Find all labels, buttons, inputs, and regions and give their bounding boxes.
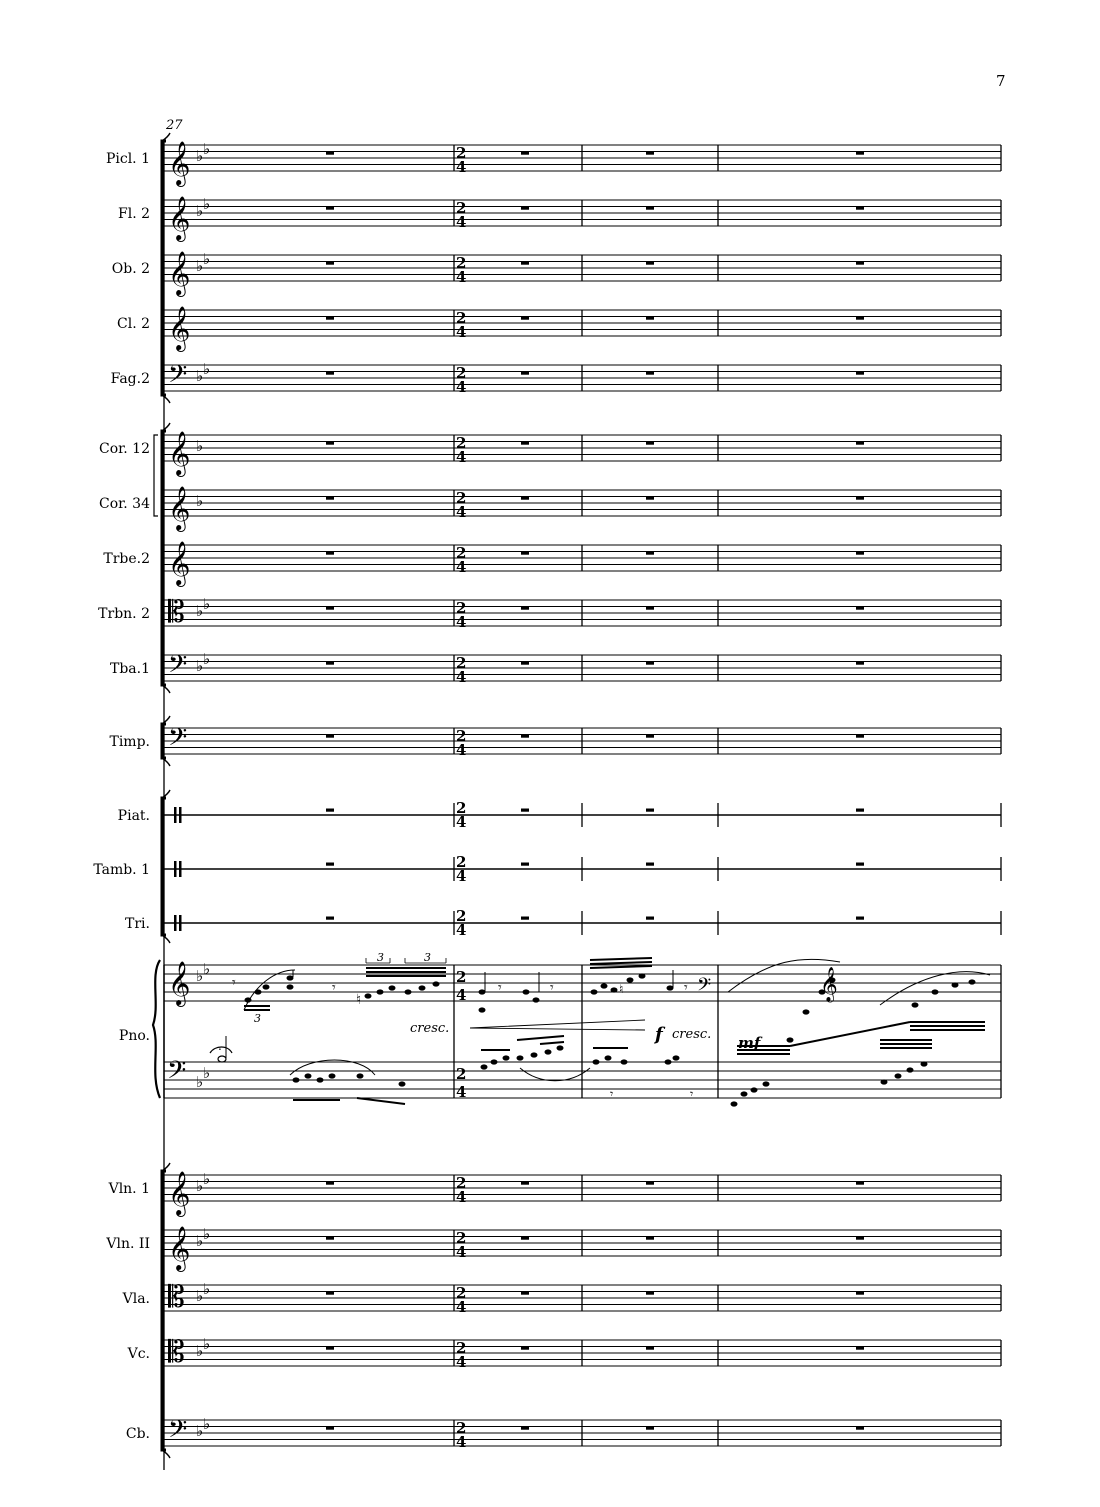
timesig-top: 2 <box>456 1419 467 1437</box>
page-number: 7 <box>996 72 1006 90</box>
timesig-top: 2 <box>456 309 467 327</box>
timesig-bottom: 4 <box>456 323 467 341</box>
staff-name: Trbn. 2 <box>98 606 150 622</box>
key-flat: ♭ <box>203 195 211 213</box>
staff-1 <box>164 145 1001 171</box>
staff-name: Vln. II <box>106 1236 150 1252</box>
whole-rest <box>646 442 654 445</box>
key-flat: ♭ <box>203 595 211 613</box>
whole-rest <box>646 1292 654 1295</box>
piano-timesig-bottom: 4 <box>456 986 467 1004</box>
timesig-bottom: 4 <box>456 158 467 176</box>
staff-name: Tba.1 <box>109 661 150 677</box>
timesig-top: 2 <box>456 1229 467 1247</box>
whole-rest <box>856 1182 864 1185</box>
staff-19 <box>164 1420 1001 1446</box>
key-flat: ♭ <box>196 257 204 275</box>
timesig-bottom: 4 <box>456 613 467 631</box>
measure-number: 27 <box>166 118 183 133</box>
cresc-hairpin <box>470 1020 645 1030</box>
timesig-top: 2 <box>456 907 467 925</box>
key-flat: ♭ <box>203 1415 211 1433</box>
svg-text:𝄾: 𝄾 <box>498 980 502 996</box>
whole-rest <box>856 863 864 866</box>
whole-rest <box>856 809 864 812</box>
whole-rest <box>856 1427 864 1430</box>
timesig-top: 2 <box>456 144 467 162</box>
key-flat: ♭ <box>196 1342 204 1360</box>
whole-rest <box>326 372 334 375</box>
whole-rest <box>646 1182 654 1185</box>
staff-name: Tri. <box>125 916 150 932</box>
timesig-bottom: 4 <box>456 741 467 759</box>
key-flat: ♭ <box>196 492 204 510</box>
percussion-clef <box>179 861 182 877</box>
key-flat: ♭ <box>196 1177 204 1195</box>
whole-rest <box>646 152 654 155</box>
timesig-top: 2 <box>456 1284 467 1302</box>
whole-rest <box>646 1237 654 1240</box>
key-flat: ♭ <box>196 657 204 675</box>
staff-5 <box>164 365 1001 391</box>
whole-rest <box>521 863 529 866</box>
whole-rest <box>521 662 529 665</box>
alto-clef: 𝄡 <box>168 595 185 630</box>
timesig-top: 2 <box>456 1339 467 1357</box>
svg-text:.: . <box>218 1039 222 1053</box>
piano-brace <box>153 960 160 1098</box>
treble-clef: 𝄞 <box>168 251 191 295</box>
piano-m4-bass <box>731 1022 933 1107</box>
key-flat: ♭ <box>196 437 204 455</box>
staff-name: Ob. 2 <box>111 261 150 277</box>
timesig-top: 2 <box>456 654 467 672</box>
whole-rest <box>521 497 529 500</box>
timesig-top: 2 <box>456 727 467 745</box>
timesig-top: 2 <box>456 199 467 217</box>
alto-clef: 𝄡 <box>168 1335 185 1370</box>
whole-rest <box>521 1292 529 1295</box>
whole-rest <box>856 1292 864 1295</box>
timesig-bottom: 4 <box>456 503 467 521</box>
timesig-bottom: 4 <box>456 448 467 466</box>
piano-treble-clef: 𝄞 <box>168 961 191 1005</box>
timesig-bottom: 4 <box>456 1188 467 1206</box>
whole-rest <box>856 262 864 265</box>
staff-name: Picl. 1 <box>105 151 150 167</box>
timesig-top: 2 <box>456 544 467 562</box>
whole-rest <box>326 207 334 210</box>
whole-rest <box>521 442 529 445</box>
staff-2 <box>164 200 1001 226</box>
staff-13 <box>164 857 1001 881</box>
staff-12 <box>164 803 1001 827</box>
svg-text:𝄾: 𝄾 <box>690 1087 694 1101</box>
whole-rest <box>326 1427 334 1430</box>
notation-layer <box>93 133 864 1470</box>
svg-text:♮: ♮ <box>356 992 362 1008</box>
staff-10 <box>164 655 1001 681</box>
timesig-top: 2 <box>456 1174 467 1192</box>
tuplet-number: 3 <box>424 951 431 964</box>
svg-text:𝄾: 𝄾 <box>332 980 336 996</box>
staff-9 <box>164 600 1001 626</box>
svg-text:𝄞: 𝄞 <box>820 967 838 1002</box>
piano-barlines <box>454 965 1001 1098</box>
dynamic-mf: mf <box>738 1034 761 1052</box>
treble-clef: 𝄞 <box>168 541 191 585</box>
whole-rest <box>326 1292 334 1295</box>
treble-clef: 𝄞 <box>168 306 191 350</box>
piano-key-flat: ♭ <box>203 1064 211 1082</box>
whole-rest <box>856 1347 864 1350</box>
whole-rest <box>646 262 654 265</box>
percussion-clef <box>174 861 177 877</box>
key-flat: ♭ <box>196 1422 204 1440</box>
key-flat: ♭ <box>203 1280 211 1298</box>
whole-rest <box>856 552 864 555</box>
treble-clef: 𝄞 <box>168 486 191 530</box>
piano-m3-treble <box>590 958 711 1000</box>
whole-rest <box>521 1182 529 1185</box>
timesig-bottom: 4 <box>456 378 467 396</box>
whole-rest <box>646 497 654 500</box>
staff-lines-layer <box>164 145 1001 1446</box>
staff-name: Cb. <box>125 1426 150 1442</box>
key-flat: ♭ <box>203 1225 211 1243</box>
whole-rest <box>326 262 334 265</box>
piano-key-flat: ♭ <box>196 967 204 985</box>
staff-6 <box>164 435 1001 461</box>
whole-rest <box>521 262 529 265</box>
treble-clef: 𝄞 <box>168 1171 191 1215</box>
horn-sub-bracket <box>154 435 158 516</box>
bass-clef: 𝄢 <box>168 1415 188 1450</box>
whole-rest <box>856 735 864 738</box>
timesig-top: 2 <box>456 434 467 452</box>
whole-rest <box>326 863 334 866</box>
key-flat: ♭ <box>196 1232 204 1250</box>
whole-rest <box>521 152 529 155</box>
whole-rest <box>521 1427 529 1430</box>
staff-8 <box>164 545 1001 571</box>
whole-rest <box>326 1182 334 1185</box>
staff-14 <box>164 911 1001 935</box>
whole-rest <box>326 152 334 155</box>
staff-name: Piat. <box>117 808 150 824</box>
staff-7 <box>164 490 1001 516</box>
whole-rest <box>856 607 864 610</box>
piano-key-flat: ♭ <box>196 1073 204 1091</box>
whole-rest <box>646 207 654 210</box>
whole-rest <box>521 1237 529 1240</box>
staff-name: Timp. <box>109 734 150 750</box>
whole-rest <box>646 317 654 320</box>
svg-text:𝄾: 𝄾 <box>610 1087 614 1101</box>
bass-clef: 𝄢 <box>168 723 188 758</box>
piano-m1-bass <box>210 1036 406 1104</box>
whole-rest <box>521 207 529 210</box>
whole-rest <box>856 1237 864 1240</box>
whole-rest <box>326 1347 334 1350</box>
whole-rest <box>646 863 654 866</box>
whole-rest <box>521 317 529 320</box>
timesig-bottom: 4 <box>456 1243 467 1261</box>
staff-name: Trbe.2 <box>103 551 150 567</box>
dynamic-cresc: cresc. <box>410 1021 450 1036</box>
whole-rest <box>326 607 334 610</box>
whole-rest <box>326 917 334 920</box>
treble-clef: 𝄞 <box>168 1226 191 1270</box>
whole-rest <box>856 152 864 155</box>
treble-clef: 𝄞 <box>168 141 191 185</box>
whole-rest <box>521 809 529 812</box>
key-flat: ♭ <box>203 1335 211 1353</box>
staff-name: Vla. <box>122 1291 150 1307</box>
timesig-bottom: 4 <box>456 1298 467 1316</box>
whole-rest <box>326 809 334 812</box>
whole-rest <box>326 662 334 665</box>
key-flat: ♭ <box>196 147 204 165</box>
key-flat: ♭ <box>203 650 211 668</box>
piano-m2-bass <box>481 1036 591 1081</box>
whole-rest <box>856 207 864 210</box>
whole-rest <box>326 442 334 445</box>
whole-rest <box>646 552 654 555</box>
staff-4 <box>164 310 1001 336</box>
alto-clef: 𝄡 <box>168 1280 185 1315</box>
staff-name: Fl. 2 <box>118 206 150 222</box>
piano-bass-clef: 𝄢 <box>167 1056 187 1091</box>
piano-system <box>119 951 1001 1107</box>
piano-key-flat: ♭ <box>203 960 211 978</box>
whole-rest <box>856 372 864 375</box>
timesig-bottom: 4 <box>456 867 467 885</box>
key-flat: ♭ <box>196 1287 204 1305</box>
whole-rest <box>521 735 529 738</box>
key-flat: ♭ <box>196 367 204 385</box>
staff-3 <box>164 255 1001 281</box>
percussion-clef <box>179 807 182 823</box>
key-flat: ♭ <box>203 250 211 268</box>
whole-rest <box>856 497 864 500</box>
bass-clef: 𝄢 <box>168 360 188 395</box>
svg-text:𝄾: 𝄾 <box>684 980 688 996</box>
whole-rest <box>521 917 529 920</box>
whole-rest <box>646 372 654 375</box>
treble-clef: 𝄞 <box>168 196 191 240</box>
piano-timesig-top: 2 <box>456 968 467 986</box>
key-flat: ♭ <box>203 360 211 378</box>
timesig-bottom: 4 <box>456 1353 467 1371</box>
staff-name: Cor. 34 <box>98 496 150 512</box>
dynamic-cresc: cresc. <box>672 1027 712 1042</box>
staff-name: Tamb. 1 <box>93 862 150 878</box>
timesig-top: 2 <box>456 599 467 617</box>
whole-rest <box>326 552 334 555</box>
timesig-top: 2 <box>456 799 467 817</box>
timesig-bottom: 4 <box>456 268 467 286</box>
timesig-bottom: 4 <box>456 668 467 686</box>
whole-rest <box>646 735 654 738</box>
treble-clef: 𝄞 <box>168 431 191 475</box>
whole-rest <box>326 1237 334 1240</box>
whole-rest <box>646 607 654 610</box>
piano-m3-bass <box>593 1048 694 1101</box>
whole-rest <box>326 317 334 320</box>
timesig-top: 2 <box>456 364 467 382</box>
whole-rest <box>326 735 334 738</box>
whole-rest <box>646 1427 654 1430</box>
whole-rest <box>521 552 529 555</box>
staff-17 <box>164 1285 1001 1311</box>
whole-rest <box>856 317 864 320</box>
staff-name: Vc. <box>127 1346 150 1362</box>
staff-16 <box>164 1230 1001 1256</box>
staff-name: Fag.2 <box>110 371 150 387</box>
whole-rest <box>521 607 529 610</box>
staff-11 <box>164 728 1001 754</box>
whole-rest <box>646 662 654 665</box>
whole-rest <box>856 442 864 445</box>
piano-m1-treble <box>232 951 446 1025</box>
staff-name: Cl. 2 <box>117 316 150 332</box>
timesig-top: 2 <box>456 853 467 871</box>
key-flat: ♭ <box>203 1170 211 1188</box>
dynamic-f: f <box>655 1024 663 1045</box>
staff-18 <box>164 1340 1001 1366</box>
clef-change-bass: 𝄢 <box>697 975 712 1000</box>
piano-m4-treble <box>728 959 990 1052</box>
timesig-top: 2 <box>456 254 467 272</box>
timesig-top: 2 <box>456 489 467 507</box>
whole-rest <box>521 1347 529 1350</box>
staff-15 <box>164 1175 1001 1201</box>
timesig-bottom: 4 <box>456 921 467 939</box>
percussion-clef <box>174 807 177 823</box>
key-flat: ♭ <box>196 202 204 220</box>
key-flat: ♭ <box>196 602 204 620</box>
tuplet-number: 3 <box>377 951 384 964</box>
svg-text:♮: ♮ <box>619 982 624 996</box>
piano-timesig-bottom: 4 <box>456 1083 467 1101</box>
svg-text:𝄾: 𝄾 <box>550 980 554 996</box>
whole-rest <box>521 372 529 375</box>
staff-name: Cor. 12 <box>98 441 150 457</box>
staff-name-piano: Pno. <box>118 1028 150 1044</box>
timesig-bottom: 4 <box>456 1433 467 1451</box>
timesig-bottom: 4 <box>456 558 467 576</box>
whole-rest <box>326 497 334 500</box>
timesig-bottom: 4 <box>456 813 467 831</box>
key-flat: ♭ <box>203 140 211 158</box>
piano-timesig-top: 2 <box>456 1065 467 1083</box>
staff-name: Vln. 1 <box>108 1181 150 1197</box>
timesig-bottom: 4 <box>456 213 467 231</box>
whole-rest <box>646 809 654 812</box>
percussion-clef <box>179 915 182 931</box>
bass-clef: 𝄢 <box>168 650 188 685</box>
whole-rest <box>646 1347 654 1350</box>
whole-rest <box>856 917 864 920</box>
percussion-clef <box>174 915 177 931</box>
whole-rest <box>856 662 864 665</box>
whole-rest <box>646 917 654 920</box>
tuplet-number: 3 <box>254 1012 261 1025</box>
svg-text:𝄾: 𝄾 <box>232 975 236 991</box>
